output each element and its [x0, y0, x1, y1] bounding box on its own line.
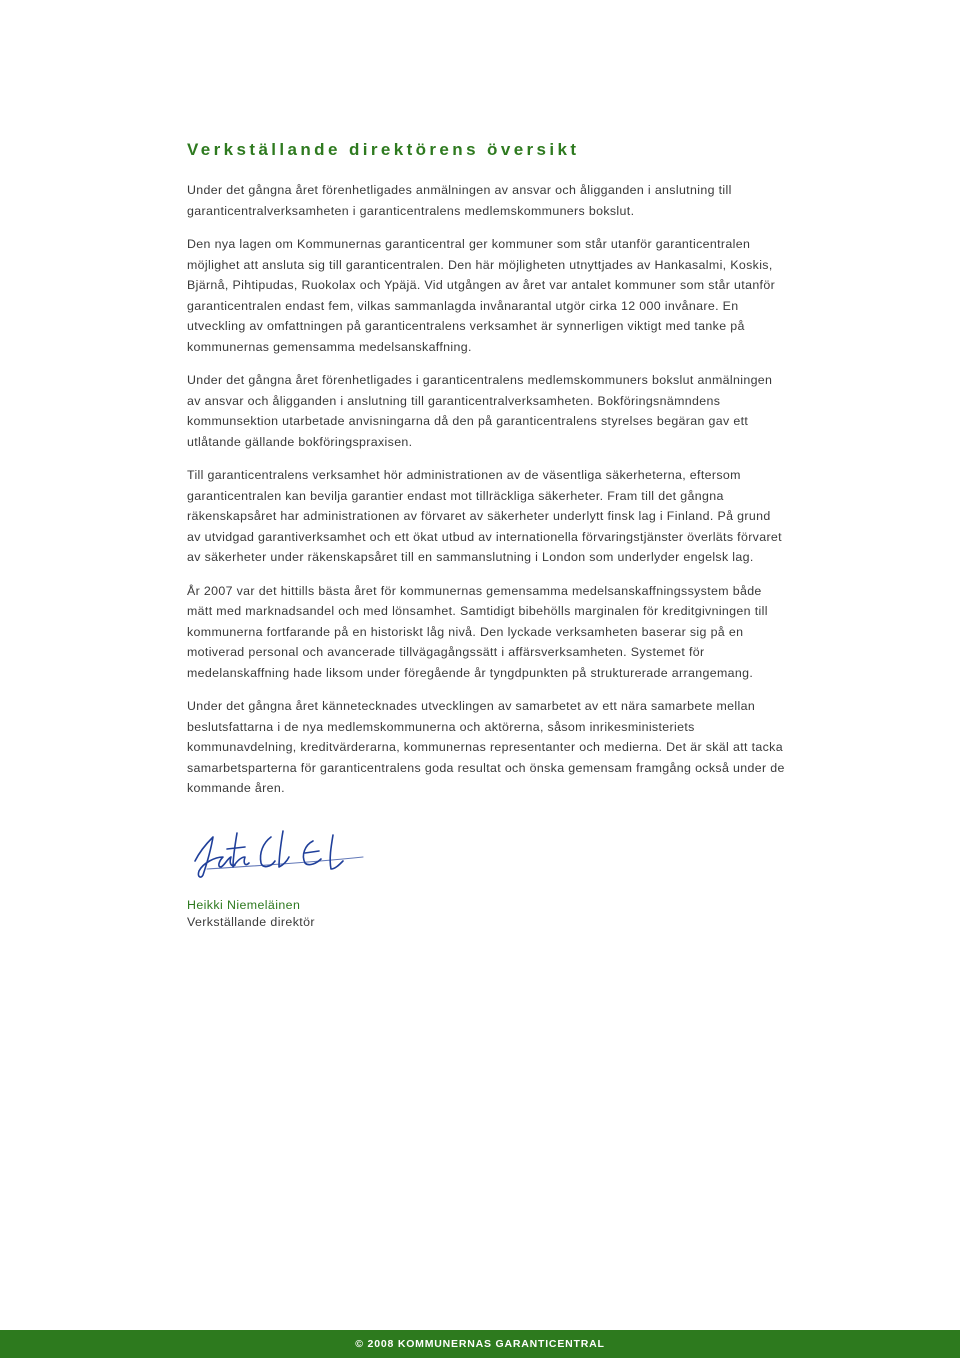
paragraph-5: År 2007 var det hittills bästa året för kommunernas gemensamma medelsanskaffningssystem både mätt med marknadsandel och med lönsamhet. Samtidigt bibehölls marginalen för kreditgivningen till kommunerna fortfarande på en historiskt låg nivå. Den lyckade verksamheten baserar sig på en motiverad personal och avancerade tillvägagångssätt i affärsverksamheten. Systemet för medelanskaffning hade liksom under föregående år tyngdpunkten på strukturerade arrangemang. [187, 583, 768, 680]
document-page [187, 140, 787, 931]
footer-bar [0, 1330, 960, 1358]
paragraph-1: Under det gångna året förenhetligades anmälningen av ansvar och åligganden i anslutning till garanticentralverksamheten i garanticentralens medlemskommuners bokslut. [187, 183, 732, 218]
signer-role: Verkställande direktör [187, 914, 315, 929]
paragraph-2: Den nya lagen om Kommunernas garanticentral ger kommuner som står utanför garanticentralen möjlighet att ansluta sig till garanticentralen. Den här möjligheten utnyttjades av Hankasalmi, Koskis, Bjärnå, Pihtipudas, Ruokolax och Ypäjä. Vid utgången av året var antalet kommuner som står utanför garanticentralen endast fem, vilkas sammanlagda invånarantal utgör cirka 12 000 invånare. En utveckling av omfattningen på garanticentralens verksamhet är synnerligen viktigt med tanke på kommunernas gemensamma medelsanskaffning. [187, 237, 776, 354]
signer-name: Heikki Niemeläinen [187, 897, 301, 912]
paragraph-3: Under det gångna året förenhetligades i garanticentralens medlemskommuners bokslut anmälningen av ansvar och åligganden i anslutning till garanticentralverksamheten. Bokföringsnämndens kommunsektion utarbetade anvisningarna då den på garanticentralens styrelses begäran gav ett utlåtande gällande bokföringspraxisen. [187, 373, 773, 449]
page-title: Verkställande direktörens översikt [187, 140, 580, 159]
handwritten-signature [187, 827, 377, 887]
paragraph-4: Till garanticentralens verksamhet hör administrationen av de väsentliga säkerheterna, eftersom garanticentralen kan bevilja garantier endast mot tillräckliga säkerheter. Fram till det gångna räkenskapsåret har administrationen av förvaret av säkerheter underlytt finsk lag i Finland. På grund av utvidgad garantiverksamhet och ett ökat utbud av internationella förvaringstjänster överläts förvaret av säkerheter under räkenskapsåret till en sammanslutning i London som underlyder engelsk lag. [187, 468, 782, 564]
paragraph-6: Under det gångna året kännetecknades utvecklingen av samarbetet av ett nära samarbete mellan beslutsfattarna i de nya medlemskommunerna och aktörerna, såsom inrikesministeriets kommunavdelning, kreditvärderarna, kommunernas representanter och medierna. Det är skäl att tacka samarbetsparterna för garanticentralens goda resultat och önska gemensam framgång också under de kommande åren. [187, 699, 785, 795]
footer-copyright: © 2008 KOMMUNERNAS GARANTICENTRAL [355, 1338, 605, 1350]
